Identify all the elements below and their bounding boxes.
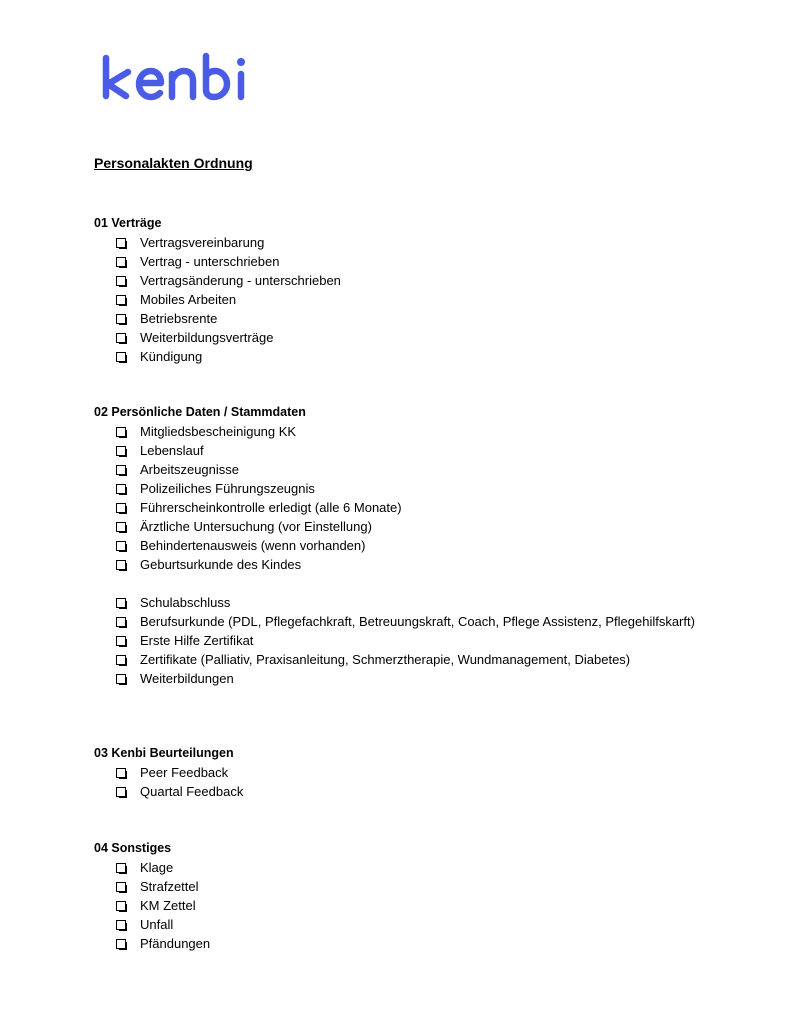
- checklist-item[interactable]: Quartal Feedback: [94, 782, 243, 801]
- checkbox-icon[interactable]: [116, 313, 126, 323]
- checkbox-icon[interactable]: [116, 464, 126, 474]
- checkbox-icon[interactable]: [116, 502, 126, 512]
- checkbox-icon[interactable]: [116, 332, 126, 342]
- section-sonstiges: [94, 839, 210, 953]
- checkbox-icon[interactable]: [116, 426, 126, 436]
- checkbox-icon[interactable]: [116, 559, 126, 569]
- checklist: [94, 858, 210, 953]
- checkbox-icon[interactable]: [116, 521, 126, 531]
- checkbox-icon[interactable]: [116, 294, 126, 304]
- checkbox-icon[interactable]: [116, 767, 126, 777]
- checkbox-icon[interactable]: [116, 938, 126, 948]
- kenbi-logo: [100, 50, 266, 108]
- checkbox-icon[interactable]: [116, 862, 126, 872]
- checklist-item[interactable]: Geburtsurkunde des Kindes: [94, 555, 695, 574]
- section-heading: 02 Persönliche Daten / Stammdaten: [94, 405, 306, 419]
- checkbox-icon[interactable]: [116, 597, 126, 607]
- checklist-item[interactable]: Polizeiliches Führungszeugnis: [94, 479, 695, 498]
- checklist-item[interactable]: Betriebsrente: [94, 309, 341, 328]
- checklist-item[interactable]: Weiterbildungsverträge: [94, 328, 341, 347]
- section-persoenliche-daten: [94, 403, 695, 688]
- checklist-item[interactable]: Arbeitszeugnisse: [94, 460, 695, 479]
- checkbox-icon[interactable]: [116, 673, 126, 683]
- checkbox-icon[interactable]: [116, 237, 126, 247]
- checkbox-icon[interactable]: [116, 445, 126, 455]
- checkbox-icon[interactable]: [116, 256, 126, 266]
- checklist-item[interactable]: Vertrag - unterschrieben: [94, 252, 341, 271]
- checkbox-icon[interactable]: [116, 919, 126, 929]
- section-heading: 04 Sonstiges: [94, 841, 172, 855]
- checklist-item[interactable]: Führerscheinkontrolle erledigt (alle 6 Monate): [94, 498, 695, 517]
- section-heading: 03 Kenbi Beurteilungen: [94, 746, 234, 760]
- checklist-item[interactable]: Schulabschluss: [94, 593, 695, 612]
- section-kenbi-beurteilungen: [94, 744, 243, 801]
- checkbox-icon[interactable]: [116, 900, 126, 910]
- checklist-item[interactable]: Weiterbildungen: [94, 669, 695, 688]
- checkbox-icon[interactable]: [116, 616, 126, 626]
- checklist: [94, 763, 243, 801]
- checklist-item[interactable]: Vertragsänderung - unterschrieben: [94, 271, 341, 290]
- checkbox-icon[interactable]: [116, 483, 126, 493]
- checklist-item[interactable]: Berufsurkunde (PDL, Pflegefachkraft, Betreuungskraft, Coach, Pflege Assistenz, Pflegehilfskarft): [94, 612, 695, 631]
- checkbox-icon[interactable]: [116, 540, 126, 550]
- document-title: Personalakten Ordnung: [94, 155, 253, 171]
- checkbox-icon[interactable]: [116, 635, 126, 645]
- checklist-item[interactable]: Ärztliche Untersuchung (vor Einstellung): [94, 517, 695, 536]
- checklist-item[interactable]: Unfall: [94, 915, 210, 934]
- checklist-item[interactable]: Pfändungen: [94, 934, 210, 953]
- checkbox-icon[interactable]: [116, 786, 126, 796]
- checklist-item[interactable]: Mitgliedsbescheinigung KK: [94, 422, 695, 441]
- checklist-item[interactable]: Strafzettel: [94, 877, 210, 896]
- checkbox-icon[interactable]: [116, 275, 126, 285]
- checkbox-icon[interactable]: [116, 654, 126, 664]
- checklist-item[interactable]: Lebenslauf: [94, 441, 695, 460]
- section-vertraege: [94, 214, 341, 366]
- checklist-item[interactable]: Mobiles Arbeiten: [94, 290, 341, 309]
- checklist-item[interactable]: Peer Feedback: [94, 763, 243, 782]
- checklist-item[interactable]: Behindertenausweis (wenn vorhanden): [94, 536, 695, 555]
- section-heading: 01 Verträge: [94, 216, 162, 230]
- checklist: [94, 233, 341, 366]
- checklist-item[interactable]: Vertragsvereinbarung: [94, 233, 341, 252]
- checklist-item[interactable]: Zertifikate (Palliativ, Praxisanleitung, Schmerztherapie, Wundmanagement, Diabetes): [94, 650, 695, 669]
- checklist-item[interactable]: Klage: [94, 858, 210, 877]
- checklist-item[interactable]: Erste Hilfe Zertifikat: [94, 631, 695, 650]
- checkbox-icon[interactable]: [116, 351, 126, 361]
- checklist: [94, 422, 695, 688]
- checklist-item[interactable]: KM Zettel: [94, 896, 210, 915]
- checklist-item[interactable]: Kündigung: [94, 347, 341, 366]
- checkbox-icon[interactable]: [116, 881, 126, 891]
